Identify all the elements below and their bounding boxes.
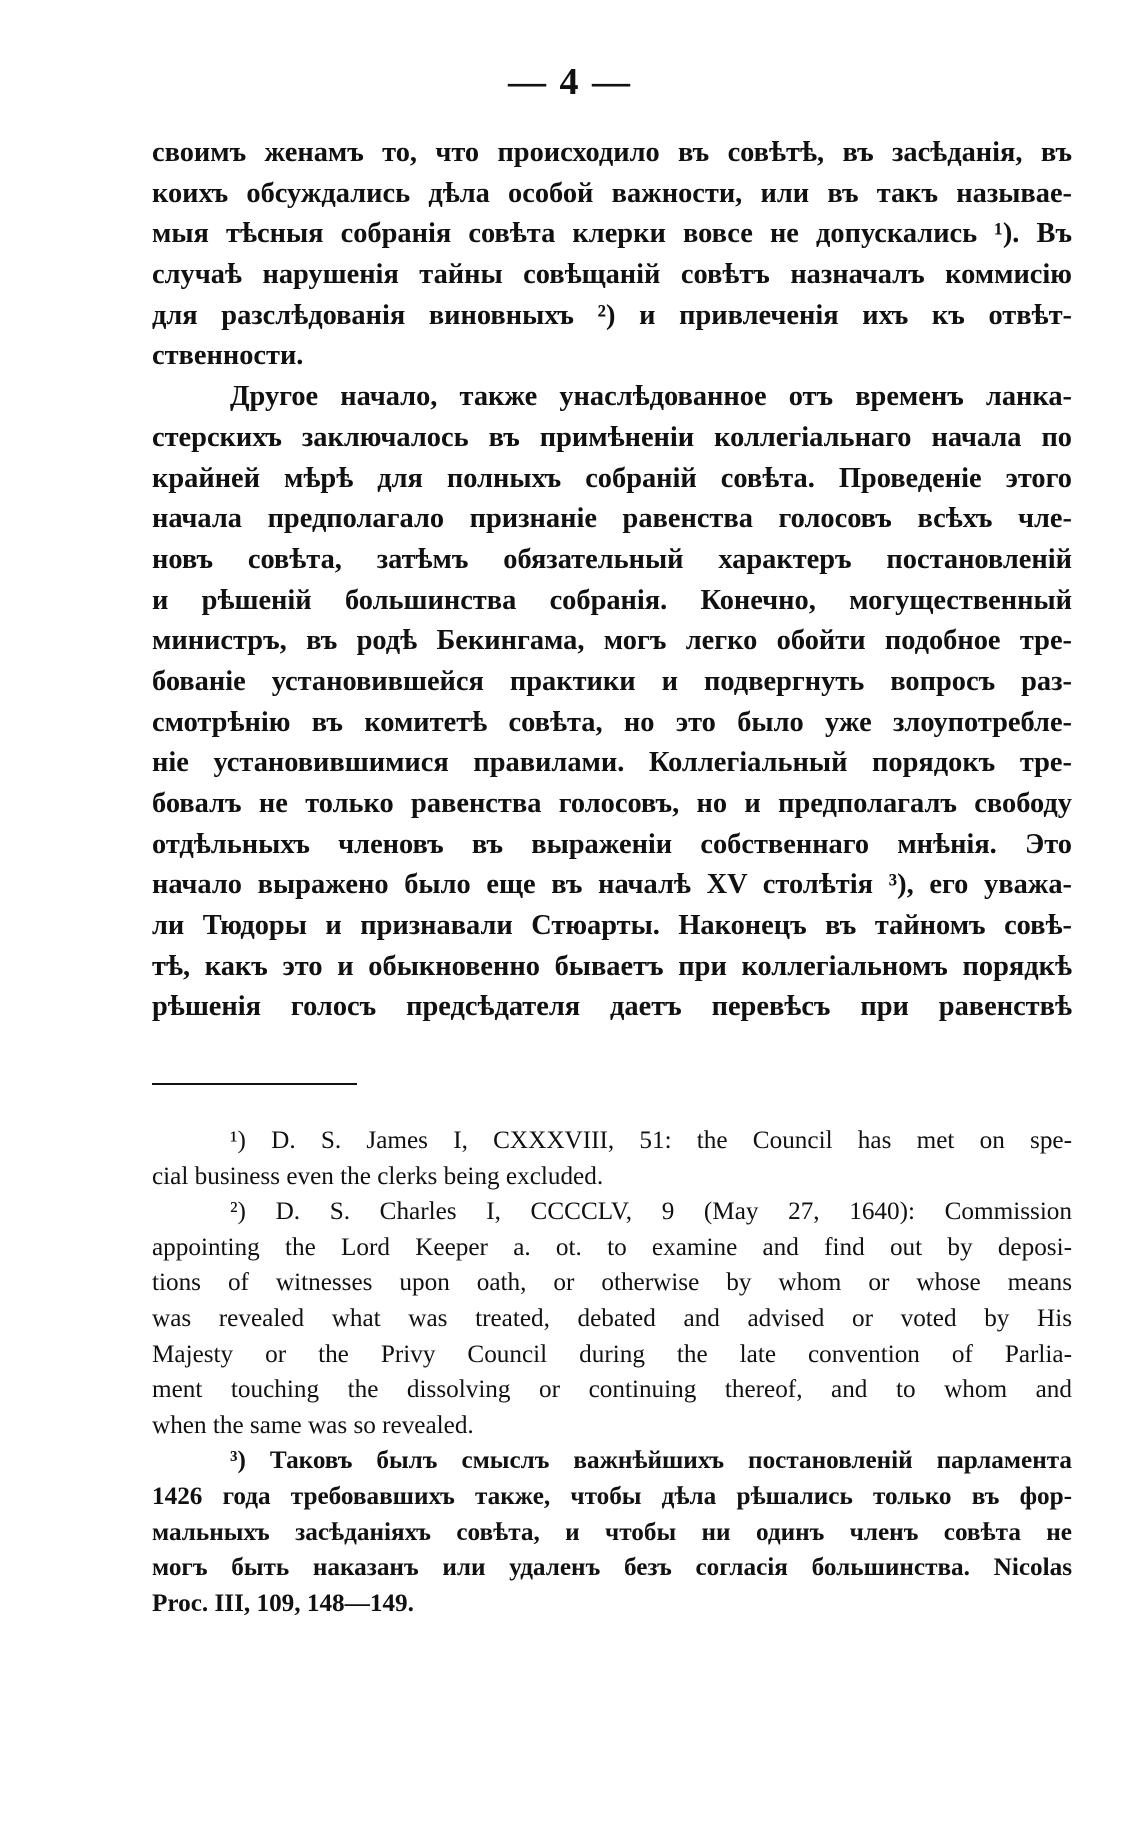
footnote-line: мальныхъ засѣданіяхъ совѣта, и чтобы ни одинъ членъ совѣта не <box>152 1518 1072 1546</box>
main-line: отдѣльныхъ членовъ въ выраженіи собственнаго мнѣнія. Это <box>152 828 1072 860</box>
main-line: тѣ, какъ это и обыкновенно бываетъ при коллегіальномъ порядкѣ <box>152 950 1072 982</box>
main-line: и рѣшеній большинства собранія. Конечно, могущественный <box>152 584 1072 616</box>
main-line: смотрѣнію въ комитетѣ совѣта, но это было уже злоупотребле- <box>152 706 1072 738</box>
footnote-line: cial business even the clerks being excluded. <box>152 1162 604 1190</box>
main-line: своимъ женамъ то, что происходило въ совѣтѣ, въ засѣданія, въ <box>152 137 1072 168</box>
footnote-line: могъ быть наказанъ или удаленъ безъ согласія большинства. Nicolas <box>152 1554 1072 1582</box>
main-line: крайней мѣрѣ для полныхъ собраній совѣта. Проведеніе этого <box>152 462 1072 494</box>
main-line: для разслѣдованія виновныхъ ²) и привлеченія ихъ къ отвѣт- <box>152 299 1072 331</box>
main-line: начало выражено было еще въ началѣ XV столѣтія ³), его уважа- <box>152 869 1072 901</box>
main-line: бованіе установившейся практики и подвергнуть вопросъ раз- <box>152 665 1072 697</box>
main-line: рѣшенія голосъ предсѣдателя даетъ перевѣсъ при равенствѣ <box>152 991 1072 1023</box>
main-line: бовалъ не только равенства голосовъ, но и предполагалъ свободу <box>152 788 1072 819</box>
footnote-line: was revealed what was treated, debated and advised or voted by His <box>152 1304 1072 1332</box>
footnote-line: Majesty or the Privy Council during the late convention of Parlia- <box>152 1340 1072 1368</box>
main-line: Другое начало, также унаслѣдованное отъ временъ ланка- <box>230 381 1072 413</box>
main-line: начала предполагало признаніе равенства голосовъ всѣхъ чле- <box>152 503 1072 535</box>
footnote-line: tions of witnesses upon oath, or otherwise by whom or whose means <box>152 1269 1072 1297</box>
footnote-line: when the same was so revealed. <box>152 1411 474 1439</box>
footnote-line: ²) D. S. Charles I, CCCCLV, 9 (May 27, 1640): Commission <box>230 1198 1072 1226</box>
footnotes-block <box>152 1123 1072 1621</box>
main-line: министръ, въ родѣ Бекингама, могъ легко обойти подобное тре- <box>152 625 1072 657</box>
footnote-line: ment touching the dissolving or continuing thereof, and to whom and <box>152 1376 1072 1404</box>
main-line: ніе установившимися правилами. Коллегіальный порядокъ тре- <box>152 747 1072 779</box>
footnote-separator <box>152 1083 357 1085</box>
main-line: стерскихъ заключалось въ примѣненіи коллегіальнаго начала по <box>152 421 1072 453</box>
main-line: ли Тюдоры и признавали Стюарты. Наконецъ въ тайномъ совѣ- <box>152 910 1072 942</box>
main-text-block <box>152 133 1072 1028</box>
footnote-line: Proc. III, 109, 148—149. <box>152 1589 414 1617</box>
footnote-line: 1426 года требовавшихъ также, чтобы дѣла рѣшались только въ фор- <box>152 1482 1072 1510</box>
footnote-line: ³) Таковъ былъ смыслъ важнѣйшихъ постановленій парламента <box>230 1447 1072 1475</box>
footnote-line: ¹) D. S. James I, CXXXVIII, 51: the Council has met on spe- <box>230 1127 1072 1154</box>
main-line: новъ совѣта, затѣмъ обязательный характеръ постановленій <box>152 543 1072 575</box>
main-line: случаѣ нарушенія тайны совѣщаній совѣтъ назначалъ коммисію <box>152 259 1072 291</box>
page-number: — 4 — <box>508 61 632 103</box>
main-line: коихъ обсуждались дѣла особой важности, или въ такъ называе- <box>152 177 1072 209</box>
footnote-line: appointing the Lord Keeper a. ot. to examine and find out by deposi- <box>152 1233 1072 1261</box>
main-line: мыя тѣсныя собранія совѣта клерки вовсе не допускались ¹). Въ <box>152 218 1072 250</box>
main-line: ственности. <box>152 340 304 372</box>
